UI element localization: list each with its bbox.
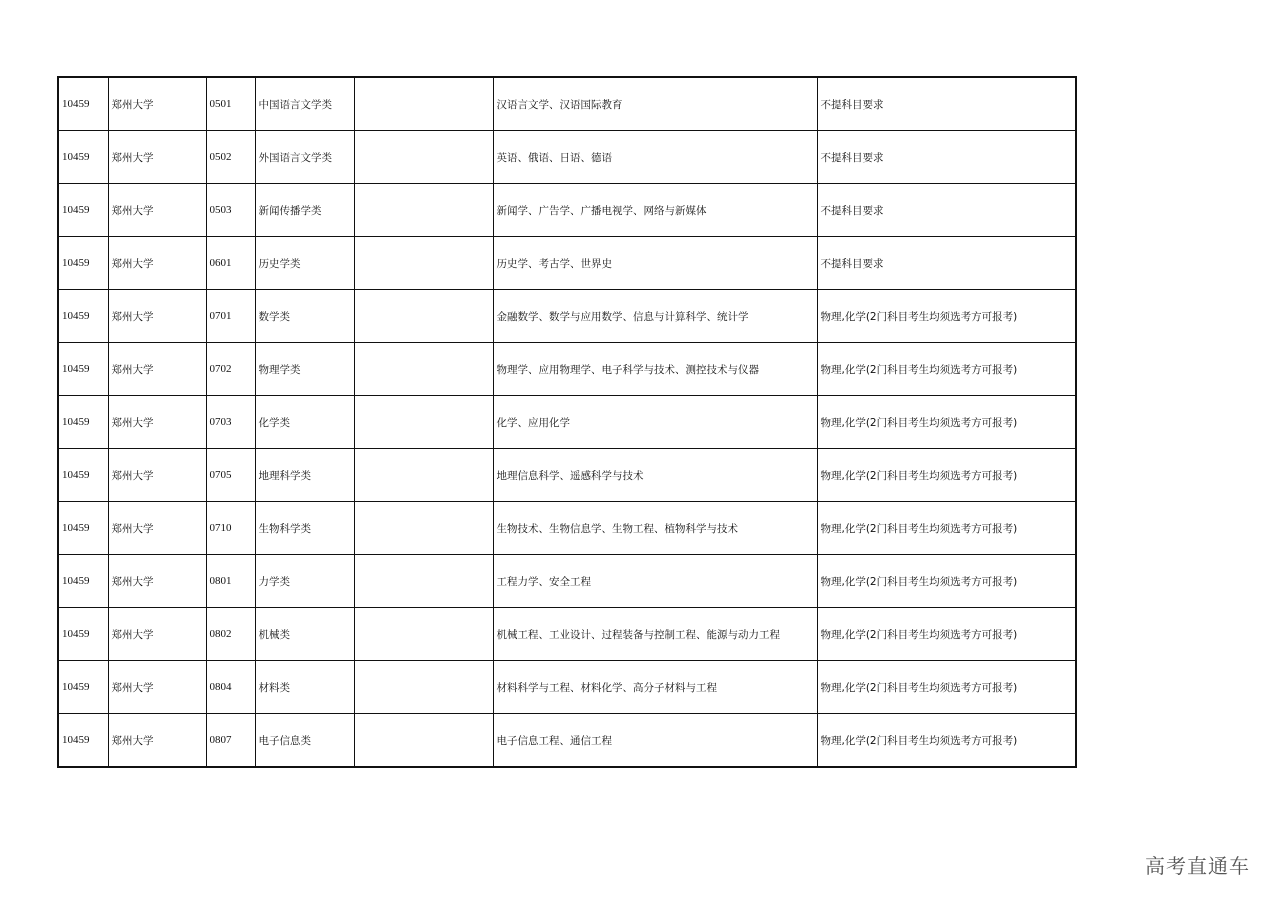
majors-table <box>57 76 1077 768</box>
subject-requirement-cell: 物理,化学(2门科目考生均须选考方可报考) <box>817 555 1076 608</box>
table-row <box>58 502 1076 555</box>
table-row <box>58 396 1076 449</box>
table-row <box>58 714 1076 768</box>
school-name-cell: 郑州大学 <box>108 714 206 768</box>
school-code-cell: 10459 <box>58 131 108 184</box>
empty-cell <box>354 290 493 343</box>
school-code-cell: 10459 <box>58 555 108 608</box>
school-name-cell: 郑州大学 <box>108 184 206 237</box>
empty-cell <box>354 184 493 237</box>
table-row <box>58 77 1076 131</box>
subject-requirement-cell: 物理,化学(2门科目考生均须选考方可报考) <box>817 290 1076 343</box>
table-row <box>58 343 1076 396</box>
included-majors-cell: 机械工程、工业设计、过程装备与控制工程、能源与动力工程 <box>493 608 817 661</box>
major-code-cell: 0601 <box>206 237 255 290</box>
major-category-cell: 电子信息类 <box>255 714 354 768</box>
school-code-cell: 10459 <box>58 502 108 555</box>
included-majors-cell: 汉语言文学、汉语国际教育 <box>493 77 817 131</box>
empty-cell <box>354 131 493 184</box>
empty-cell <box>354 661 493 714</box>
major-code-cell: 0501 <box>206 77 255 131</box>
empty-cell <box>354 714 493 768</box>
school-name-cell: 郑州大学 <box>108 555 206 608</box>
subject-requirement-cell: 不提科目要求 <box>817 77 1076 131</box>
school-code-cell: 10459 <box>58 290 108 343</box>
included-majors-cell: 化学、应用化学 <box>493 396 817 449</box>
included-majors-cell: 金融数学、数学与应用数学、信息与计算科学、统计学 <box>493 290 817 343</box>
empty-cell <box>354 608 493 661</box>
empty-cell <box>354 77 493 131</box>
school-code-cell: 10459 <box>58 714 108 768</box>
major-category-cell: 材料类 <box>255 661 354 714</box>
major-code-cell: 0801 <box>206 555 255 608</box>
major-code-cell: 0705 <box>206 449 255 502</box>
major-code-cell: 0701 <box>206 290 255 343</box>
school-name-cell: 郑州大学 <box>108 131 206 184</box>
major-code-cell: 0710 <box>206 502 255 555</box>
subject-requirement-cell: 物理,化学(2门科目考生均须选考方可报考) <box>817 714 1076 768</box>
school-code-cell: 10459 <box>58 449 108 502</box>
table-row <box>58 555 1076 608</box>
included-majors-cell: 材料科学与工程、材料化学、高分子材料与工程 <box>493 661 817 714</box>
included-majors-cell: 地理信息科学、遥感科学与技术 <box>493 449 817 502</box>
major-code-cell: 0807 <box>206 714 255 768</box>
school-code-cell: 10459 <box>58 77 108 131</box>
major-category-cell: 数学类 <box>255 290 354 343</box>
major-code-cell: 0702 <box>206 343 255 396</box>
major-category-cell: 地理科学类 <box>255 449 354 502</box>
school-name-cell: 郑州大学 <box>108 396 206 449</box>
subject-requirement-cell: 物理,化学(2门科目考生均须选考方可报考) <box>817 661 1076 714</box>
major-category-cell: 化学类 <box>255 396 354 449</box>
school-name-cell: 郑州大学 <box>108 608 206 661</box>
subject-requirement-cell: 物理,化学(2门科目考生均须选考方可报考) <box>817 449 1076 502</box>
table-row <box>58 131 1076 184</box>
major-category-cell: 生物科学类 <box>255 502 354 555</box>
subject-requirement-cell: 物理,化学(2门科目考生均须选考方可报考) <box>817 608 1076 661</box>
school-code-cell: 10459 <box>58 343 108 396</box>
table-row <box>58 184 1076 237</box>
major-category-cell: 力学类 <box>255 555 354 608</box>
school-code-cell: 10459 <box>58 608 108 661</box>
major-code-cell: 0804 <box>206 661 255 714</box>
table-body <box>58 77 1076 767</box>
table-row <box>58 661 1076 714</box>
table-row <box>58 449 1076 502</box>
empty-cell <box>354 449 493 502</box>
major-code-cell: 0502 <box>206 131 255 184</box>
major-category-cell: 机械类 <box>255 608 354 661</box>
empty-cell <box>354 237 493 290</box>
subject-requirement-cell: 不提科目要求 <box>817 237 1076 290</box>
school-name-cell: 郑州大学 <box>108 449 206 502</box>
school-name-cell: 郑州大学 <box>108 290 206 343</box>
school-name-cell: 郑州大学 <box>108 343 206 396</box>
subject-requirement-cell: 物理,化学(2门科目考生均须选考方可报考) <box>817 396 1076 449</box>
empty-cell <box>354 555 493 608</box>
watermark-text: 高考直通车 <box>1145 854 1250 878</box>
school-name-cell: 郑州大学 <box>108 661 206 714</box>
major-code-cell: 0703 <box>206 396 255 449</box>
major-category-cell: 历史学类 <box>255 237 354 290</box>
school-code-cell: 10459 <box>58 661 108 714</box>
table-row <box>58 290 1076 343</box>
table-row <box>58 608 1076 661</box>
included-majors-cell: 生物技术、生物信息学、生物工程、植物科学与技术 <box>493 502 817 555</box>
major-category-cell: 新闻传播学类 <box>255 184 354 237</box>
major-category-cell: 中国语言文学类 <box>255 77 354 131</box>
school-name-cell: 郑州大学 <box>108 237 206 290</box>
included-majors-cell: 英语、俄语、日语、德语 <box>493 131 817 184</box>
empty-cell <box>354 502 493 555</box>
included-majors-cell: 物理学、应用物理学、电子科学与技术、测控技术与仪器 <box>493 343 817 396</box>
major-code-cell: 0503 <box>206 184 255 237</box>
subject-requirement-cell: 不提科目要求 <box>817 184 1076 237</box>
table-row <box>58 237 1076 290</box>
empty-cell <box>354 343 493 396</box>
subject-requirement-cell: 物理,化学(2门科目考生均须选考方可报考) <box>817 343 1076 396</box>
major-code-cell: 0802 <box>206 608 255 661</box>
subject-requirement-cell: 不提科目要求 <box>817 131 1076 184</box>
school-code-cell: 10459 <box>58 237 108 290</box>
included-majors-cell: 新闻学、广告学、广播电视学、网络与新媒体 <box>493 184 817 237</box>
subject-requirement-cell: 物理,化学(2门科目考生均须选考方可报考) <box>817 502 1076 555</box>
major-category-cell: 物理学类 <box>255 343 354 396</box>
included-majors-cell: 历史学、考古学、世界史 <box>493 237 817 290</box>
school-code-cell: 10459 <box>58 396 108 449</box>
empty-cell <box>354 396 493 449</box>
included-majors-cell: 电子信息工程、通信工程 <box>493 714 817 768</box>
major-category-cell: 外国语言文学类 <box>255 131 354 184</box>
included-majors-cell: 工程力学、安全工程 <box>493 555 817 608</box>
school-name-cell: 郑州大学 <box>108 502 206 555</box>
school-code-cell: 10459 <box>58 184 108 237</box>
school-name-cell: 郑州大学 <box>108 77 206 131</box>
